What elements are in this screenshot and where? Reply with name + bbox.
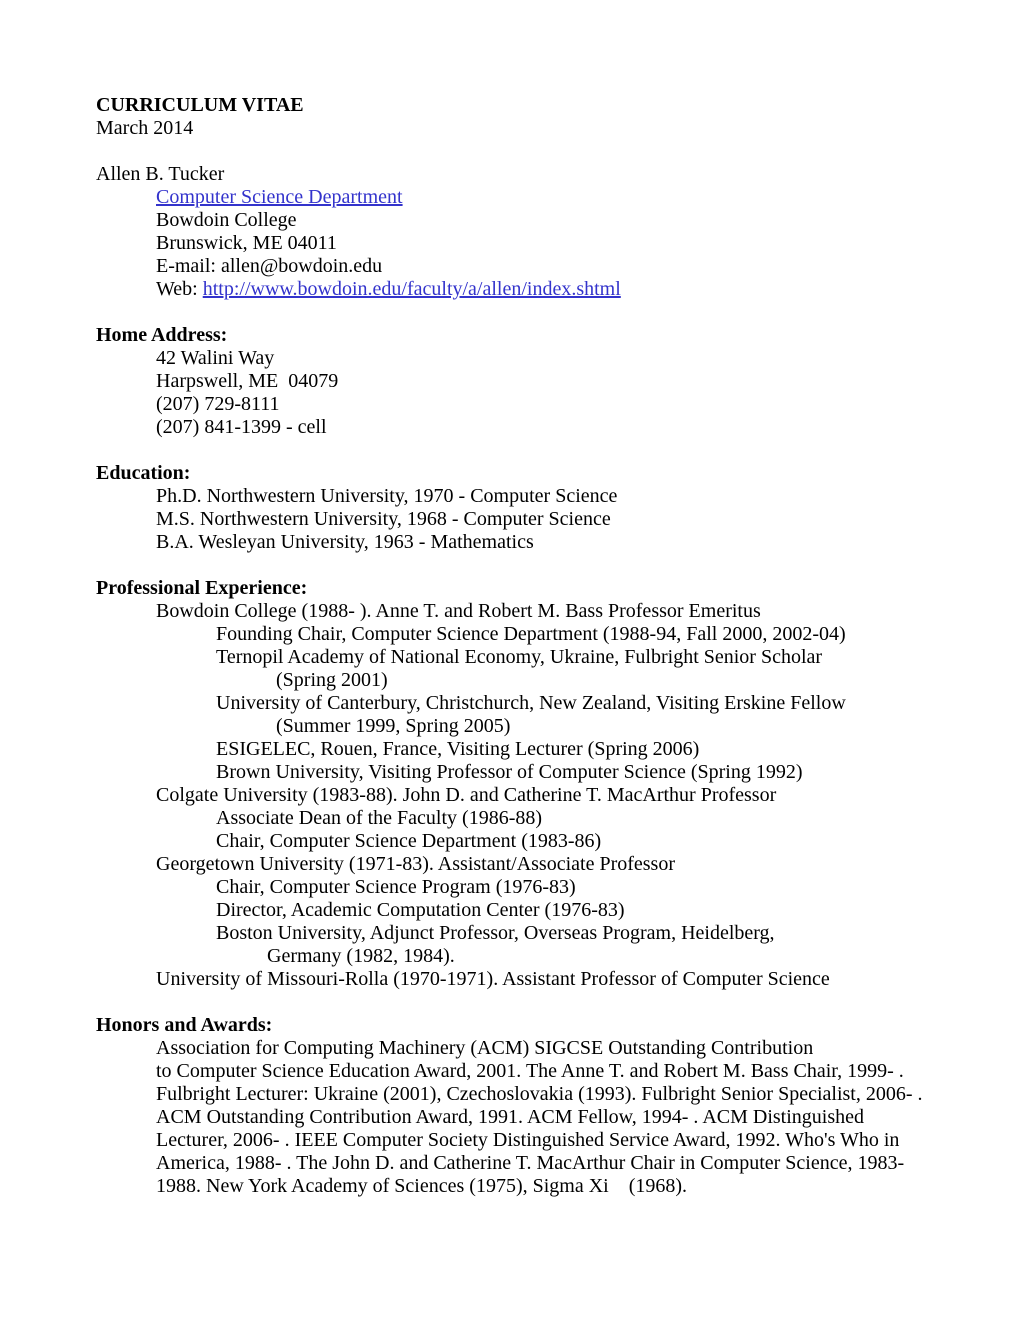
phone-home <box>96 393 980 416</box>
line-text: Lecturer, 2006- . IEEE Computer Society Distinguished Service Award, 1992. Who's Who in <box>156 1129 900 1151</box>
line-text: 1988. New York Academy of Sciences (1975), Sigma Xi (1968). <box>156 1175 688 1197</box>
line-text: Professional Experience: <box>96 577 308 599</box>
line-text: Chair, Computer Science Program (1976-83) <box>216 876 576 898</box>
line-text: Ph.D. Northwestern University, 1970 - Computer Science <box>156 485 618 507</box>
email-line <box>96 255 980 278</box>
blank-line <box>96 140 980 163</box>
blank-line <box>96 301 980 324</box>
experience-subitem <box>96 807 980 830</box>
blank-line <box>96 554 980 577</box>
web-line <box>96 278 980 301</box>
line-text: Colgate University (1983-88). John D. and Catherine T. MacArthur Professor <box>156 784 777 806</box>
line-text: Honors and Awards: <box>96 1014 273 1036</box>
line-text: Bowdoin College (1988- ). Anne T. and Robert M. Bass Professor Emeritus <box>156 600 761 622</box>
line-text: (207) 729-8111 <box>156 393 280 415</box>
honors-text <box>96 1152 980 1175</box>
experience-subitem <box>96 761 980 784</box>
line-text: Education: <box>96 462 191 484</box>
experience-subitem <box>96 623 980 646</box>
person-name <box>96 163 980 186</box>
honors-text <box>96 1175 980 1198</box>
department-link-line <box>96 186 980 209</box>
institution-address <box>96 232 980 255</box>
education-item <box>96 508 980 531</box>
experience-subitem <box>96 899 980 922</box>
line-text: (Spring 2001) <box>276 669 388 691</box>
line-text: Bowdoin College <box>156 209 297 231</box>
document-body <box>96 94 980 1198</box>
phone-cell <box>96 416 980 439</box>
experience-subitem <box>96 692 980 715</box>
home-street <box>96 347 980 370</box>
line-text: Home Address: <box>96 324 228 346</box>
section-heading-honors-awards <box>96 1014 980 1037</box>
line-text: University of Canterbury, Christchurch, New Zealand, Visiting Erskine Fellow <box>216 692 846 714</box>
department-link[interactable]: Computer Science Department <box>156 186 403 208</box>
line-text: B.A. Wesleyan University, 1963 - Mathematics <box>156 531 534 553</box>
cv-date <box>96 117 980 140</box>
line-text: America, 1988- . The John D. and Catherine T. MacArthur Chair in Computer Science, 1983- <box>156 1152 905 1174</box>
experience-item <box>96 600 980 623</box>
experience-subitem <box>96 646 980 669</box>
line-text: 42 Walini Way <box>156 347 275 369</box>
line-text: March 2014 <box>96 117 194 139</box>
home-city-state-zip <box>96 370 980 393</box>
honors-text <box>96 1060 980 1083</box>
line-text: to Computer Science Education Award, 2001. The Anne T. and Robert M. Bass Chair, 1999- . <box>156 1060 904 1082</box>
line-text: Director, Academic Computation Center (1976-83) <box>216 899 625 921</box>
line-text: Association for Computing Machinery (ACM) SIGCSE Outstanding Contribution <box>156 1037 814 1059</box>
honors-text <box>96 1106 980 1129</box>
honors-text <box>96 1129 980 1152</box>
section-heading-education <box>96 462 980 485</box>
blank-line <box>96 991 980 1014</box>
line-text: Brown University, Visiting Professor of Computer Science (Spring 1992) <box>216 761 803 783</box>
experience-item <box>96 968 980 991</box>
line-text: Allen B. Tucker <box>96 163 225 185</box>
honors-text <box>96 1037 980 1060</box>
experience-subitem <box>96 738 980 761</box>
experience-subitem <box>96 876 980 899</box>
line-text: Fulbright Lecturer: Ukraine (2001), Czechoslovakia (1993). Fulbright Senior Specialist, 2006- . <box>156 1083 923 1105</box>
line-text: E-mail: allen@bowdoin.edu <box>156 255 383 277</box>
line-text: (Summer 1999, Spring 2005) <box>276 715 511 737</box>
line-text: University of Missouri-Rolla (1970-1971). Assistant Professor of Computer Science <box>156 968 830 990</box>
line-text: Ternopil Academy of National Economy, Ukraine, Fulbright Senior Scholar <box>216 646 823 668</box>
section-heading-professional-experience <box>96 577 980 600</box>
honors-text <box>96 1083 980 1106</box>
line-text: M.S. Northwestern University, 1968 - Computer Science <box>156 508 611 530</box>
line-text: ESIGELEC, Rouen, France, Visiting Lecturer (Spring 2006) <box>216 738 700 760</box>
experience-subitem <box>96 922 980 945</box>
line-text: Boston University, Adjunct Professor, Overseas Program, Heidelberg, <box>216 922 775 944</box>
experience-item <box>96 784 980 807</box>
line-text: Georgetown University (1971-83). Assistant/Associate Professor <box>156 853 676 875</box>
cv-title <box>96 94 980 117</box>
blank-line <box>96 439 980 462</box>
line-text: CURRICULUM VITAE <box>96 94 304 116</box>
line-text: ACM Outstanding Contribution Award, 1991. ACM Fellow, 1994- . ACM Distinguished <box>156 1106 865 1128</box>
institution-name <box>96 209 980 232</box>
line-text: Brunswick, ME 04011 <box>156 232 337 254</box>
link-prefix-text: Web: <box>156 278 203 300</box>
experience-subitem-continuation <box>96 669 980 692</box>
faculty-page-link[interactable]: http://www.bowdoin.edu/faculty/a/allen/index.shtml <box>202 278 621 300</box>
line-text: (207) 841-1399 - cell <box>156 416 327 438</box>
line-text: Chair, Computer Science Department (1983-86) <box>216 830 602 852</box>
line-text: Associate Dean of the Faculty (1986-88) <box>216 807 543 829</box>
education-item <box>96 485 980 508</box>
experience-item <box>96 853 980 876</box>
experience-subitem <box>96 830 980 853</box>
education-item <box>96 531 980 554</box>
line-text: Founding Chair, Computer Science Department (1988-94, Fall 2000, 2002-04) <box>216 623 846 645</box>
line-text: Harpswell, ME 04079 <box>156 370 339 392</box>
line-text: Germany (1982, 1984). <box>267 945 455 967</box>
section-heading-home-address <box>96 324 980 347</box>
experience-subitem-continuation <box>96 715 980 738</box>
experience-subitem-continuation <box>96 945 980 968</box>
